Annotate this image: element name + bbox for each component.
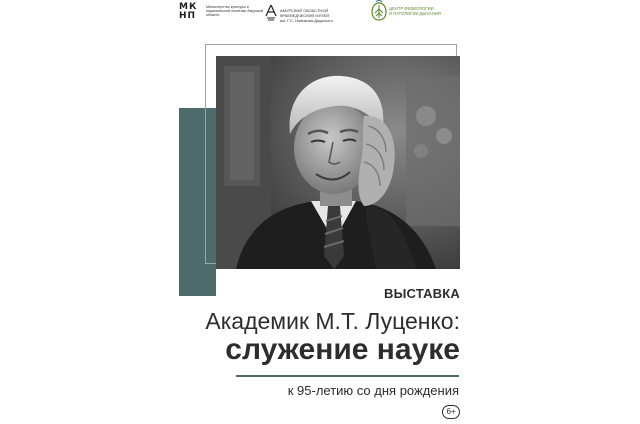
museum-text	[280, 8, 364, 23]
museum-text-line3: им. Г.С. Новикова-Даурского	[280, 18, 333, 23]
age-rating-badge: 6+	[442, 405, 460, 419]
museum-text-line2: КРАЕВЕДЧЕСКИЙ МУЗЕЙ	[280, 13, 330, 18]
center-logo	[370, 0, 470, 24]
title-divider	[236, 375, 459, 377]
portrait-photo	[216, 56, 460, 269]
exhibition-label: ВЫСТАВКА	[383, 286, 460, 301]
portrait-illustration	[216, 56, 460, 269]
museum-logo	[264, 4, 364, 24]
mknp-letters-bottom: НП	[179, 11, 197, 21]
mknp-letters-top: МК	[179, 2, 198, 12]
center-text-line2: И ПАТОЛОГИИ ДЫХАНИЯ	[389, 11, 441, 16]
title-line1: Академик М.Т. Луценко:	[205, 308, 460, 334]
museum-text-line1: АМУРСКИЙ ОБЛАСТНОЙ	[280, 8, 329, 13]
mknp-letters	[179, 3, 209, 21]
center-text	[389, 6, 469, 16]
title-line2: служение науке	[225, 333, 460, 366]
anniversary-subtitle: к 95-летию со дня рождения	[287, 383, 459, 398]
center-text-line1: ЦЕНТР ФИЗИОЛОГИИ	[389, 6, 434, 11]
museum-emblem-icon	[264, 4, 278, 22]
lungs-tree-icon	[370, 0, 388, 22]
mknp-ministry-text: Министерство культуры и национальной политики Амурской области	[206, 5, 264, 18]
mknp-logo	[179, 3, 269, 23]
